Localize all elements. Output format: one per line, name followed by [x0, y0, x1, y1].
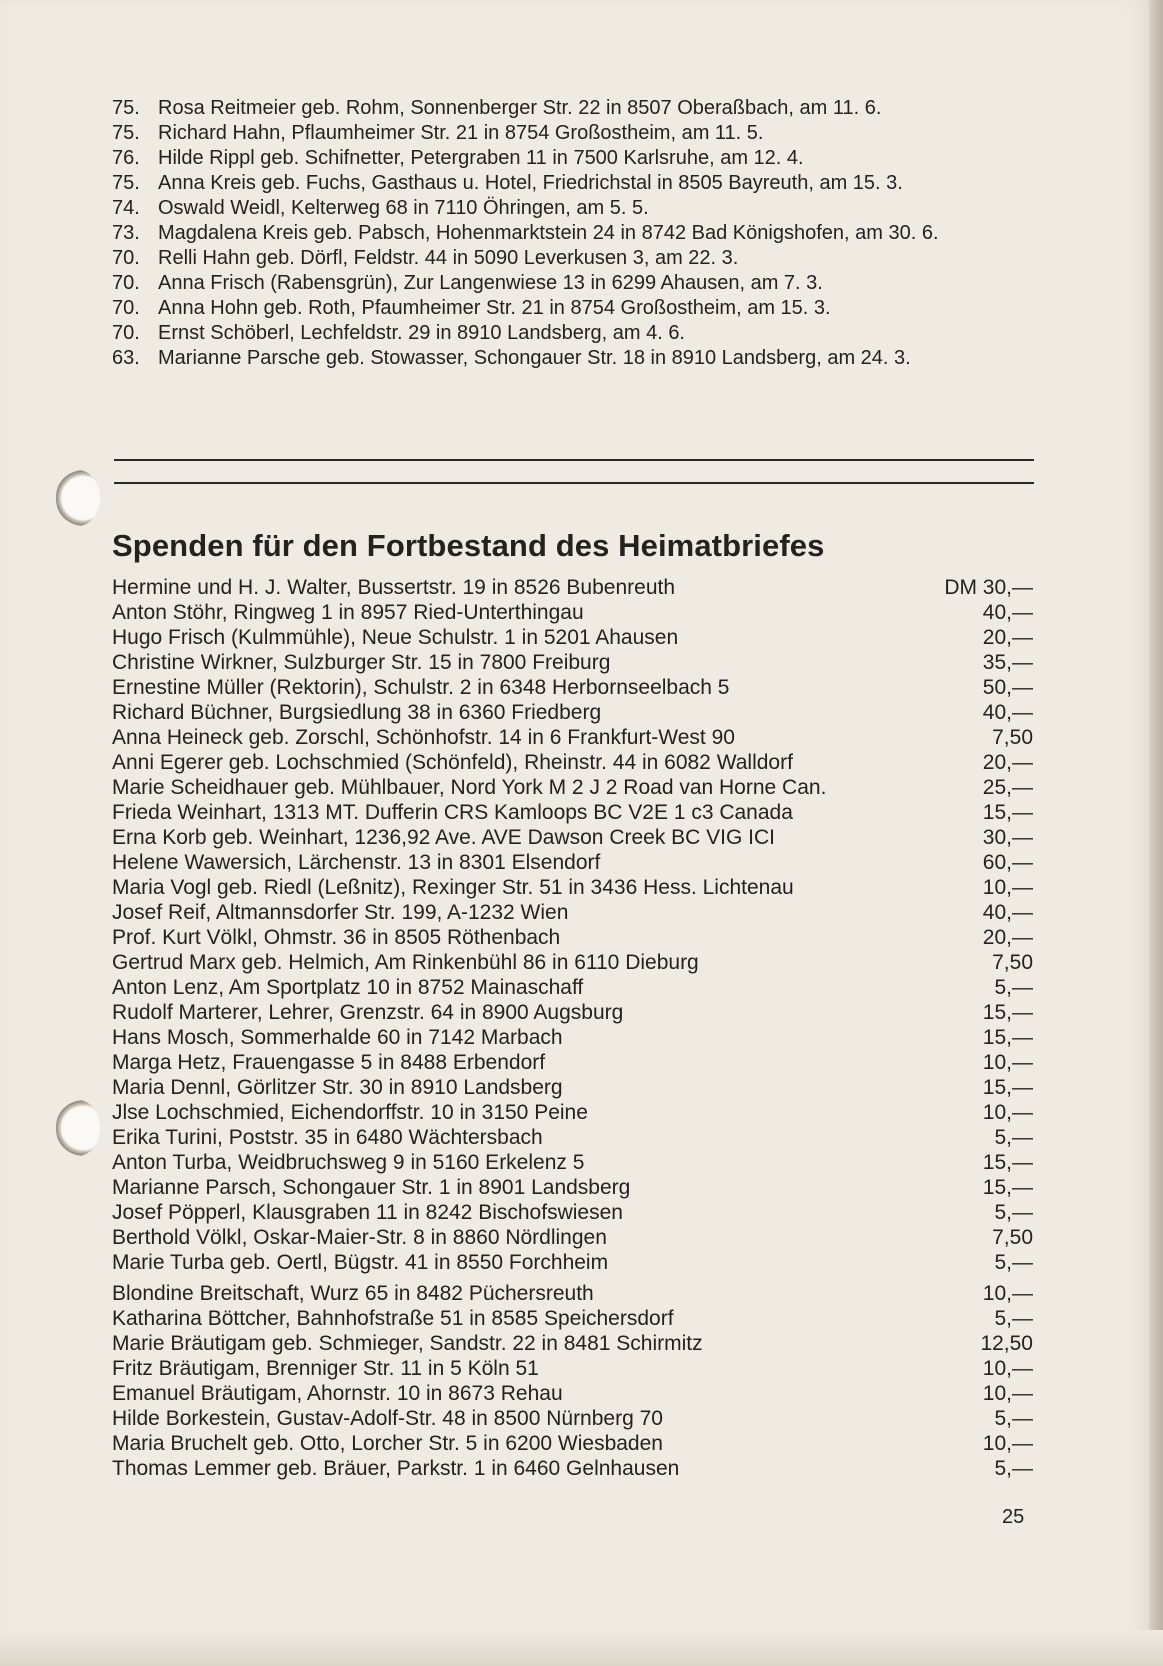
donation-entry	[112, 750, 1033, 775]
donation-entry	[112, 1381, 1033, 1406]
birthday-entry	[112, 271, 1032, 296]
donation-entry	[112, 575, 1033, 600]
donation-entry	[112, 1431, 1033, 1456]
donor-name: Emanuel Bräutigam, Ahornstr. 10 in 8673 Rehau	[112, 1382, 563, 1405]
donation-amount: 40,—	[982, 601, 1033, 624]
donation-entry	[112, 650, 1033, 675]
donation-entry	[112, 1331, 1033, 1356]
donation-entry	[112, 975, 1033, 1000]
donor-name: Hugo Frisch (Kulmmühle), Neue Schulstr. 1 in 5201 Ahausen	[112, 626, 679, 649]
donation-amount: 7,50	[992, 726, 1033, 749]
donor-name: Anton Turba, Weidbruchsweg 9 in 5160 Erkelenz 5	[112, 1151, 585, 1174]
birthday-entry	[112, 171, 1032, 196]
donor-name: Marie Bräutigam geb. Schmieger, Sandstr. 22 in 8481 Schirmitz	[112, 1332, 703, 1355]
donor-name: Josef Pöpperl, Klausgraben 11 in 8242 Bischofswiesen	[112, 1201, 623, 1224]
birthday-entry	[112, 146, 1032, 171]
birthday-text: Richard Hahn, Pflaumheimer Str. 21 in 8754 Großostheim, am 11. 5.	[158, 122, 764, 144]
donation-entry	[112, 1000, 1033, 1025]
birthday-age: 76.	[112, 147, 140, 169]
donation-amount: 20,—	[982, 626, 1033, 649]
donor-name: Maria Bruchelt geb. Otto, Lorcher Str. 5 in 6200 Wiesbaden	[112, 1432, 663, 1455]
donation-entry	[112, 1150, 1033, 1175]
donation-amount: 10,—	[982, 1357, 1033, 1380]
birthday-entry	[112, 296, 1032, 321]
donation-amount: 10,—	[982, 876, 1033, 899]
donation-amount: 40,—	[982, 701, 1033, 724]
donation-amount: 5,—	[994, 1251, 1033, 1274]
donation-entry	[112, 1100, 1033, 1125]
punch-hole-icon	[56, 1100, 100, 1156]
donation-amount: 15,—	[982, 1176, 1033, 1199]
donation-amount: 7,50	[992, 951, 1033, 974]
donor-name: Hans Mosch, Sommerhalde 60 in 7142 Marbach	[112, 1026, 563, 1049]
donation-amount: 60,—	[982, 851, 1033, 874]
donor-name: Hermine und H. J. Walter, Bussertstr. 19 in 8526 Bubenreuth	[112, 576, 676, 599]
page-number: 25	[1002, 1506, 1025, 1528]
birthday-age: 70.	[112, 272, 140, 294]
donation-amount: 5,—	[994, 1457, 1033, 1480]
punch-hole-icon	[56, 470, 100, 526]
donation-entry	[112, 625, 1033, 650]
donor-name: Marie Scheidhauer geb. Mühlbauer, Nord York M 2 J 2 Road van Horne Can.	[112, 776, 827, 799]
birthday-text: Ernst Schöberl, Lechfeldstr. 29 in 8910 Landsberg, am 4. 6.	[158, 322, 685, 344]
donation-amount: 40,—	[982, 901, 1033, 924]
donor-name: Christine Wirkner, Sulzburger Str. 15 in 7800 Freiburg	[112, 651, 611, 674]
birthday-age: 63.	[112, 347, 140, 369]
donor-name: Anna Heineck geb. Zorschl, Schönhofstr. 14 in 6 Frankfurt-West 90	[112, 726, 735, 749]
donation-entry	[112, 725, 1033, 750]
page-edge-shadow	[1149, 0, 1163, 1666]
donation-entry	[112, 1406, 1033, 1431]
birthday-age: 70.	[112, 297, 140, 319]
birthday-age: 75.	[112, 172, 140, 194]
donation-entry	[112, 775, 1033, 800]
birthday-entry	[112, 121, 1032, 146]
donor-name: Fritz Bräutigam, Brenniger Str. 11 in 5 Köln 51	[112, 1357, 539, 1380]
birthday-entry	[112, 221, 1032, 246]
donation-amount: 10,—	[982, 1051, 1033, 1074]
donation-amount: 5,—	[994, 1407, 1033, 1430]
birthday-text: Hilde Rippl geb. Schifnetter, Petergraben 11 in 7500 Karlsruhe, am 12. 4.	[158, 147, 804, 169]
donation-amount: 15,—	[982, 1151, 1033, 1174]
donation-amount: 15,—	[982, 801, 1033, 824]
donation-entry	[112, 875, 1033, 900]
donor-name: Jlse Lochschmied, Eichendorffstr. 10 in 3150 Peine	[112, 1101, 588, 1124]
donor-name: Ernestine Müller (Rektorin), Schulstr. 2 in 6348 Herbornseelbach 5	[112, 676, 730, 699]
birthday-text: Oswald Weidl, Kelterweg 68 in 7110 Öhringen, am 5. 5.	[158, 197, 649, 219]
birthday-age: 75.	[112, 97, 140, 119]
donor-name: Anton Lenz, Am Sportplatz 10 in 8752 Mainaschaff	[112, 976, 584, 999]
birthday-age: 74.	[112, 197, 140, 219]
donor-name: Maria Dennl, Görlitzer Str. 30 in 8910 Landsberg	[112, 1076, 563, 1099]
donor-name: Frieda Weinhart, 1313 MT. Dufferin CRS Kamloops BC V2E 1 c3 Canada	[112, 801, 793, 824]
donation-amount: 5,—	[994, 1126, 1033, 1149]
donation-entry	[112, 1200, 1033, 1225]
donor-name: Blondine Breitschaft, Wurz 65 in 8482 Püchersreuth	[112, 1282, 594, 1305]
donation-amount: 10,—	[982, 1382, 1033, 1405]
donor-name: Erika Turini, Poststr. 35 in 6480 Wächtersbach	[112, 1126, 543, 1149]
donation-amount: 7,50	[992, 1226, 1033, 1249]
donation-entry	[112, 1306, 1033, 1331]
donation-amount: 5,—	[994, 1201, 1033, 1224]
birthday-text: Marianne Parsche geb. Stowasser, Schongauer Str. 18 in 8910 Landsberg, am 24. 3.	[158, 347, 911, 369]
birthday-entry	[112, 196, 1032, 221]
donor-name: Berthold Völkl, Oskar-Maier-Str. 8 in 8860 Nördlingen	[112, 1226, 607, 1249]
donation-entry	[112, 1175, 1033, 1200]
donor-name: Helene Wawersich, Lärchenstr. 13 in 8301 Elsendorf	[112, 851, 601, 874]
donor-name: Gertrud Marx geb. Helmich, Am Rinkenbühl 86 in 6110 Dieburg	[112, 951, 699, 974]
birthday-text: Anna Hohn geb. Roth, Pfaumheimer Str. 21 in 8754 Großostheim, am 15. 3.	[158, 297, 831, 319]
donation-amount: 12,50	[980, 1332, 1033, 1355]
donation-entry	[112, 800, 1033, 825]
donor-name: Marga Hetz, Frauengasse 5 in 8488 Erbendorf	[112, 1051, 546, 1074]
birthday-age: 70.	[112, 247, 140, 269]
birthday-age: 75.	[112, 122, 140, 144]
donor-name: Rudolf Marterer, Lehrer, Grenzstr. 64 in 8900 Augsburg	[112, 1001, 624, 1024]
donations-heading: Spenden für den Fortbestand des Heimatbriefes	[112, 528, 825, 563]
donation-entry	[112, 825, 1033, 850]
donation-entry	[112, 1456, 1033, 1481]
donor-name: Katharina Böttcher, Bahnhofstraße 51 in 8585 Speichersdorf	[112, 1307, 674, 1330]
donation-amount: 30,—	[982, 826, 1033, 849]
donation-amount: 10,—	[982, 1282, 1033, 1305]
donation-amount: 5,—	[994, 976, 1033, 999]
donation-amount: 35,—	[982, 651, 1033, 674]
donation-entry	[112, 1125, 1033, 1150]
birthday-list	[112, 96, 1032, 371]
birthday-age: 70.	[112, 322, 140, 344]
donation-entry	[112, 900, 1033, 925]
donation-entry	[112, 1356, 1033, 1381]
donation-amount: 10,—	[982, 1432, 1033, 1455]
donor-name: Anton Stöhr, Ringweg 1 in 8957 Ried-Unterthingau	[112, 601, 584, 624]
donor-name: Anni Egerer geb. Lochschmied (Schönfeld), Rheinstr. 44 in 6082 Walldorf	[112, 751, 793, 774]
donation-entry	[112, 600, 1033, 625]
donation-amount: 15,—	[982, 1026, 1033, 1049]
birthday-text: Anna Frisch (Rabensgrün), Zur Langenwiese 13 in 6299 Ahausen, am 7. 3.	[158, 272, 823, 294]
donation-amount: 20,—	[982, 751, 1033, 774]
donation-list	[112, 575, 1033, 1481]
birthday-entry	[112, 321, 1032, 346]
donor-name: Richard Büchner, Burgsiedlung 38 in 6360 Friedberg	[112, 701, 602, 724]
birthday-entry	[112, 346, 1032, 371]
donation-amount: 25,—	[982, 776, 1033, 799]
birthday-text: Relli Hahn geb. Dörfl, Feldstr. 44 in 5090 Leverkusen 3, am 22. 3.	[158, 247, 739, 269]
donation-entry	[112, 1025, 1033, 1050]
donor-name: Maria Vogl geb. Riedl (Leßnitz), Rexinger Str. 51 in 3436 Hess. Lichtenau	[112, 876, 794, 899]
donation-amount: 5,—	[994, 1307, 1033, 1330]
donation-entry	[112, 925, 1033, 950]
donation-entry	[112, 1075, 1033, 1100]
birthday-entry	[112, 246, 1032, 271]
donor-name: Marie Turba geb. Oertl, Bügstr. 41 in 8550 Forchheim	[112, 1251, 609, 1274]
donation-entry	[112, 675, 1033, 700]
donor-name: Hilde Borkestein, Gustav-Adolf-Str. 48 in 8500 Nürnberg 70	[112, 1407, 663, 1430]
donation-entry	[112, 950, 1033, 975]
donation-entry	[112, 1225, 1033, 1250]
donation-entry	[112, 850, 1033, 875]
donation-amount: 20,—	[982, 926, 1033, 949]
donor-name: Marianne Parsch, Schongauer Str. 1 in 8901 Landsberg	[112, 1176, 631, 1199]
donation-entry	[112, 700, 1033, 725]
birthday-text: Magdalena Kreis geb. Pabsch, Hohenmarktstein 24 in 8742 Bad Königshofen, am 30. 6.	[158, 222, 939, 244]
divider-line	[114, 459, 1034, 461]
donor-name: Erna Korb geb. Weinhart, 1236,92 Ave. AVE Dawson Creek BC VIG ICI	[112, 826, 776, 849]
donation-amount: 15,—	[982, 1076, 1033, 1099]
donor-name: Thomas Lemmer geb. Bräuer, Parkstr. 1 in 6460 Gelnhausen	[112, 1457, 680, 1480]
birthday-text: Anna Kreis geb. Fuchs, Gasthaus u. Hotel, Friedrichstal in 8505 Bayreuth, am 15. 3.	[158, 172, 903, 194]
donation-entry	[112, 1281, 1033, 1306]
birthday-entry	[112, 96, 1032, 121]
divider-line	[114, 482, 1034, 484]
page-bottom-shadow	[0, 1630, 1163, 1666]
birthday-age: 73.	[112, 222, 140, 244]
donation-entry	[112, 1250, 1033, 1275]
donation-amount: DM 30,—	[944, 576, 1033, 599]
birthday-text: Rosa Reitmeier geb. Rohm, Sonnenberger Str. 22 in 8507 Oberaßbach, am 11. 6.	[158, 97, 882, 119]
donation-entry	[112, 1050, 1033, 1075]
donor-name: Prof. Kurt Völkl, Ohmstr. 36 in 8505 Röthenbach	[112, 926, 561, 949]
donation-amount: 15,—	[982, 1001, 1033, 1024]
donation-amount: 10,—	[982, 1101, 1033, 1124]
donation-amount: 50,—	[982, 676, 1033, 699]
donor-name: Josef Reif, Altmannsdorfer Str. 199, A-1232 Wien	[112, 901, 569, 924]
